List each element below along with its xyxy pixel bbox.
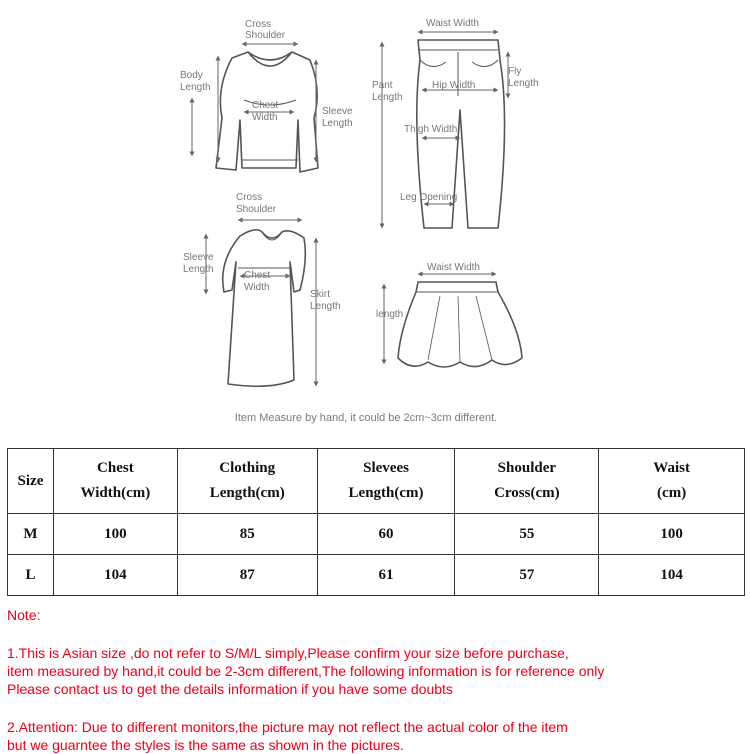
header-size: Size <box>8 449 54 514</box>
label-top-cross-shoulder-2: Shoulder <box>245 30 286 41</box>
cell-waist: 104 <box>599 555 745 596</box>
note-1-line-1: 1.This is Asian size ,do not refer to S/M/L simply,Please confirm your size before purchase, <box>7 645 569 661</box>
label-pants-hip-width: Hip Width <box>432 80 476 91</box>
label-dress-chest-width-1: Chest <box>244 270 271 281</box>
label-top-sleeve-length-1: Sleeve <box>322 106 353 117</box>
label-pants-leg-opening: Leg Opening <box>400 192 458 203</box>
cell-waist: 100 <box>599 514 745 555</box>
cell-chest: 100 <box>53 514 177 555</box>
notes-section <box>7 606 747 754</box>
note-1-line-2: item measured by hand,it could be 2-3cm different,The following information is for reference only <box>7 663 605 679</box>
table-row <box>8 555 745 596</box>
label-pants-fly-length-1: Fly <box>508 66 522 77</box>
label-dress-skirt-length-2: Length <box>310 301 341 312</box>
header-chest-width: Chest Width(cm) <box>53 449 177 514</box>
label-dress-sleeve-length-2: Length <box>183 264 214 275</box>
dress-sketch <box>223 230 306 387</box>
label-top-sleeve-length-2: Length <box>322 118 353 129</box>
label-dress-skirt-length-1: Skirt <box>310 289 330 300</box>
table-row <box>8 514 745 555</box>
cell-chest: 104 <box>53 555 177 596</box>
size-chart-table <box>7 448 745 596</box>
label-pants-thigh-width: Thigh Width <box>404 124 458 135</box>
label-pants-waist-width: Waist Width <box>426 18 479 29</box>
label-top-chest-width-2: Width <box>252 112 278 123</box>
label-top-body-length-1: Body <box>180 70 203 81</box>
header-shoulder-cross: Shoulder Cross(cm) <box>455 449 599 514</box>
note-1-line-3: Please contact us to get the details information if you have some doubts <box>7 681 453 697</box>
dress-dimensions <box>206 220 316 384</box>
cell-size: L <box>8 555 54 596</box>
label-dress-chest-width-2: Width <box>244 282 270 293</box>
cell-shoulder: 55 <box>455 514 599 555</box>
label-skirt-length: length <box>376 309 404 320</box>
label-top-cross-shoulder-1: Cross <box>245 19 272 30</box>
table-header-row <box>8 449 745 514</box>
label-pants-pant-length-1: Pant <box>372 80 393 91</box>
label-skirt-waist-width: Waist Width <box>427 262 480 273</box>
measure-caption: Item Measure by hand, it could be 2cm~3cm different. <box>234 412 498 424</box>
note-2-line-1: 2.Attention: Due to different monitors,the picture may not reflect the actual color of the item <box>7 719 568 735</box>
cell-size: M <box>8 514 54 555</box>
header-clothing-length: Clothing Length(cm) <box>177 449 317 514</box>
cell-shoulder: 57 <box>455 555 599 596</box>
cell-clothing-length: 87 <box>177 555 317 596</box>
label-top-chest-width-1: Chest <box>252 100 279 111</box>
label-top-body-length-2: Length <box>180 82 211 93</box>
cell-sleeves-length: 60 <box>317 514 455 555</box>
cell-clothing-length: 85 <box>177 514 317 555</box>
label-dress-cross-shoulder-1: Cross <box>236 192 263 203</box>
note-2-line-2: but we guarntee the styles is the same as shown in the pictures. <box>7 737 404 753</box>
label-pants-fly-length-2: Length <box>508 78 539 89</box>
cell-sleeves-length: 61 <box>317 555 455 596</box>
header-waist: Waist (cm) <box>599 449 745 514</box>
label-pants-pant-length-2: Length <box>372 92 403 103</box>
label-dress-cross-shoulder-2: Shoulder <box>236 204 277 215</box>
note-title: Note: <box>7 607 41 623</box>
skirt-sketch <box>398 282 522 367</box>
label-dress-sleeve-length-1: Sleeve <box>183 252 214 263</box>
header-sleeves-length: Slevees Length(cm) <box>317 449 455 514</box>
